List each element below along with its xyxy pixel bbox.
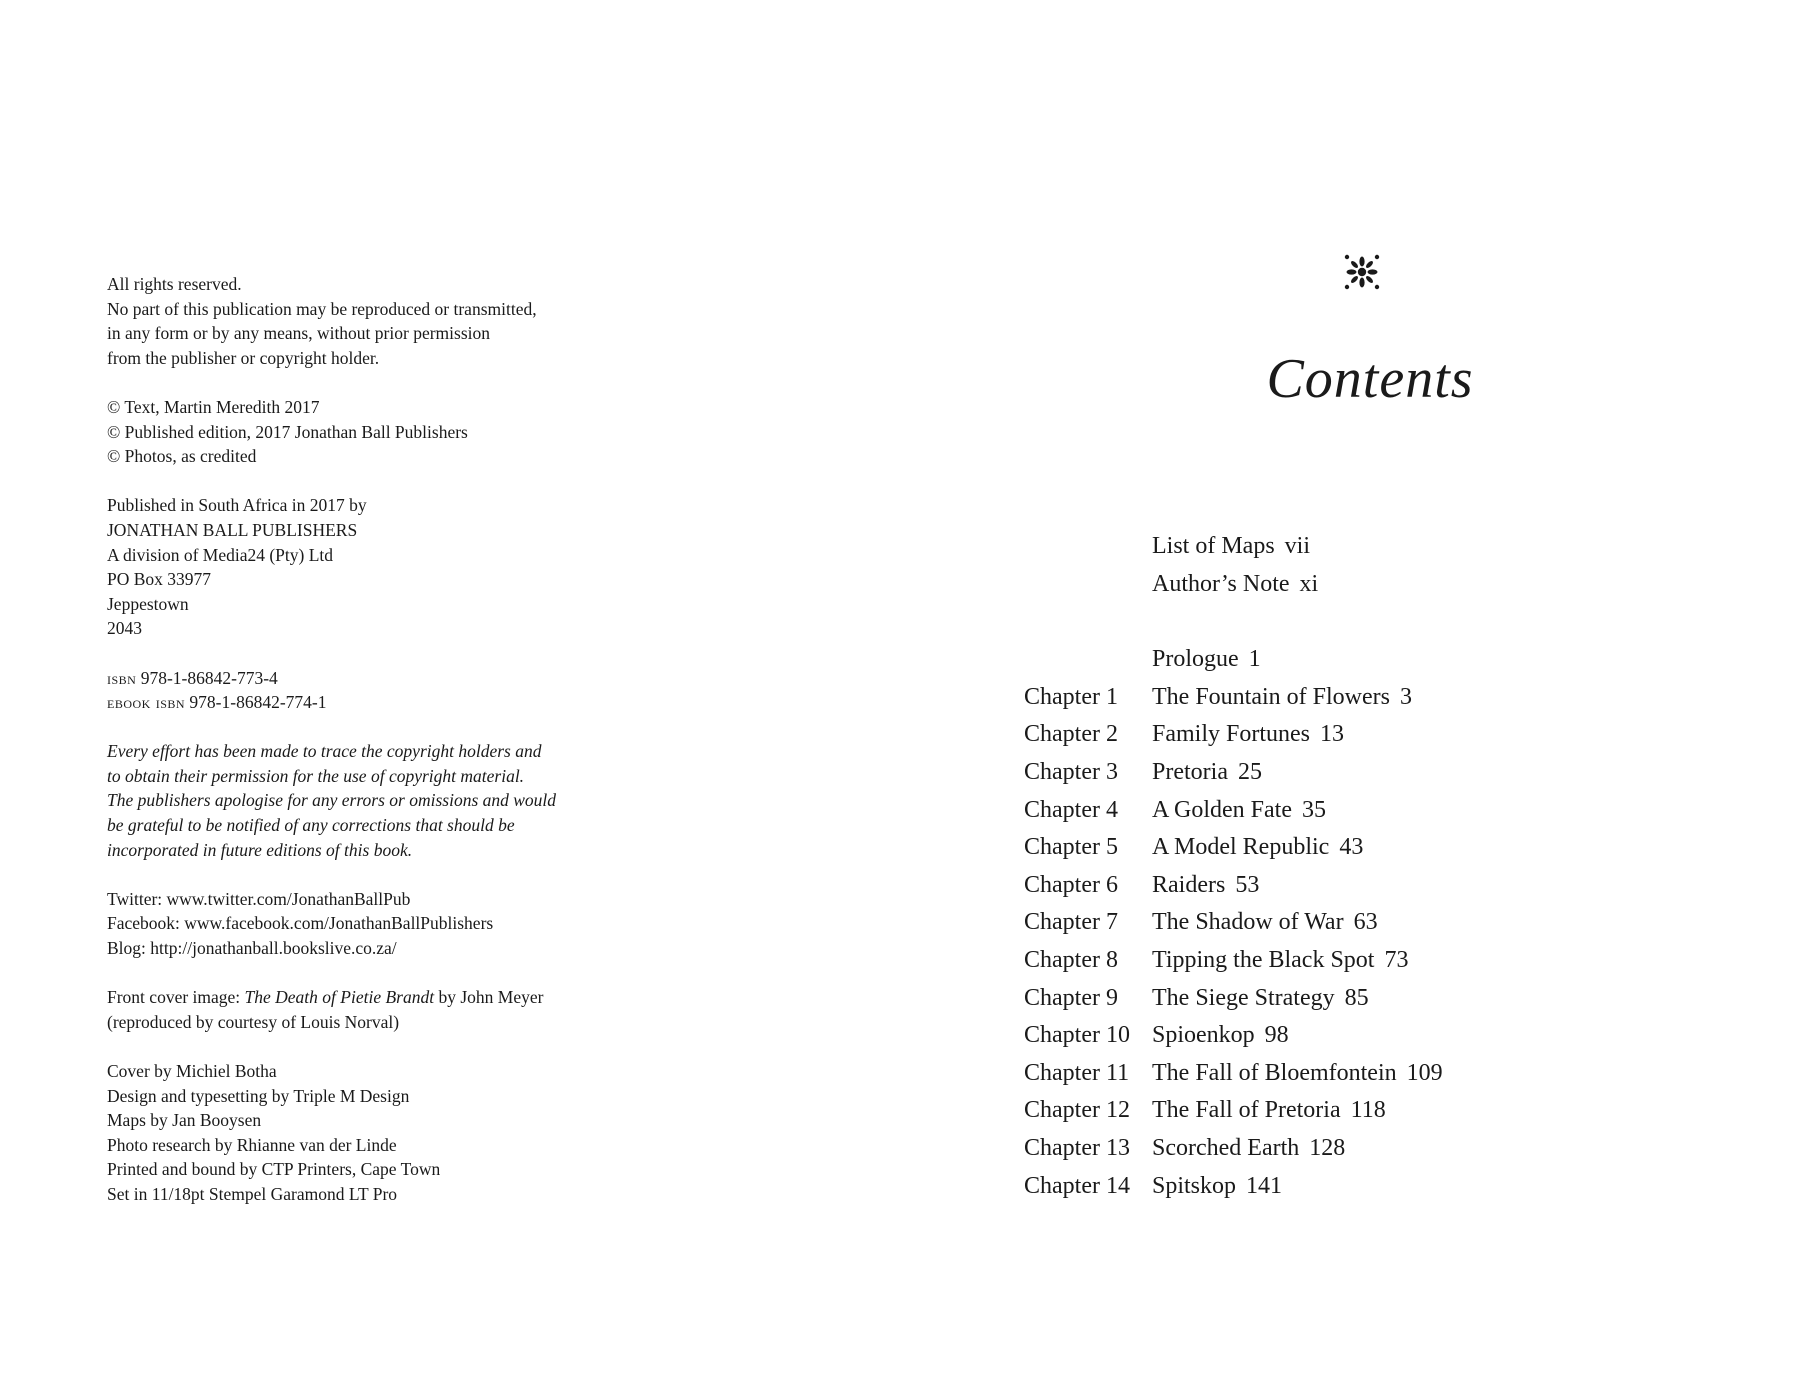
toc-chapter-label: Chapter 3	[1024, 758, 1118, 785]
toc-entry-title	[1152, 641, 1261, 679]
toc-title-text: Scorched Earth	[1152, 1134, 1300, 1161]
toc-chapter-label: Chapter 14	[1024, 1172, 1130, 1199]
toc-front-matter-row[interactable]	[1024, 566, 1624, 604]
publisher-line: PO Box 33977	[107, 569, 212, 590]
publisher-line: JONATHAN BALL PUBLISHERS	[107, 519, 358, 540]
toc-entry-title	[1152, 980, 1369, 1018]
copyright-effort-note	[107, 739, 627, 862]
toc-chapter-row[interactable]	[1024, 980, 1624, 1018]
toc-section-gap	[1024, 603, 1624, 641]
toc-page-number: 98	[1264, 1022, 1289, 1049]
table-of-contents	[1024, 528, 1624, 1205]
toc-chapter-row[interactable]	[1024, 904, 1624, 942]
cover-image-courtesy: (reproduced by courtesy of Louis Norval)	[107, 1011, 400, 1032]
toc-entry-title	[1152, 1055, 1443, 1093]
toc-chapter-row[interactable]	[1024, 641, 1624, 679]
publisher-line: 2043	[107, 618, 142, 639]
toc-title-text: The Fountain of Flowers	[1152, 683, 1390, 710]
isbn-line	[107, 666, 627, 691]
toc-chapter-label: Chapter 8	[1024, 946, 1118, 973]
toc-chapter-row[interactable]	[1024, 1092, 1624, 1130]
toc-title-text: Pretoria	[1152, 758, 1228, 785]
copyright-line: © Text, Martin Meredith 2017	[107, 396, 320, 417]
toc-title-text: A Model Republic	[1152, 834, 1330, 861]
cover-image-credit	[107, 985, 627, 1034]
facebook-link: Facebook: www.facebook.com/JonathanBallPublishers	[107, 913, 494, 934]
toc-page-number: 63	[1353, 909, 1378, 936]
publisher-line: Jeppestown	[107, 593, 189, 614]
toc-title-text: Raiders	[1152, 871, 1226, 898]
toc-chapter-row[interactable]	[1024, 1168, 1624, 1206]
toc-entry-title	[1152, 1017, 1289, 1055]
rights-notice	[107, 272, 627, 370]
effort-line: Every effort has been made to trace the copyright holders and	[107, 741, 542, 762]
toc-title-text: A Golden Fate	[1152, 796, 1292, 823]
toc-page-number: 3	[1399, 683, 1412, 710]
toc-chapter-label: Chapter 12	[1024, 1097, 1130, 1124]
social-links	[107, 887, 627, 961]
toc-entry-title	[1152, 1092, 1386, 1130]
publisher-line: Published in South Africa in 2017 by	[107, 495, 367, 516]
credit-line: Cover by Michiel Botha	[107, 1061, 277, 1081]
toc-page-number: 1	[1248, 646, 1261, 673]
cover-image-prefix: Front cover image:	[107, 987, 245, 1008]
toc-page-number: 13	[1320, 721, 1345, 748]
isbn-block	[107, 666, 627, 715]
toc-chapter-row[interactable]	[1024, 1055, 1624, 1093]
copyright-page	[107, 272, 627, 1231]
toc-title-text: The Siege Strategy	[1152, 984, 1335, 1011]
credit-line: Set in 11/18pt Stempel Garamond LT Pro	[107, 1183, 398, 1204]
toc-page-number: 73	[1384, 946, 1409, 973]
toc-chapter-label: Chapter 13	[1024, 1134, 1130, 1161]
toc-chapter-label: Chapter 10	[1024, 1022, 1130, 1049]
toc-chapter-row[interactable]	[1024, 1130, 1624, 1168]
toc-chapter-label: Chapter 2	[1024, 721, 1118, 748]
cover-image-title: The Death of Pietie Brandt	[244, 987, 435, 1008]
toc-chapter-row[interactable]	[1024, 942, 1624, 980]
toc-chapter-row[interactable]	[1024, 829, 1624, 867]
effort-line: be grateful to be notified of any corrections that should be	[107, 815, 515, 836]
toc-entry-title	[1152, 528, 1310, 566]
toc-chapter-label: Chapter 6	[1024, 871, 1118, 898]
credit-line: Design and typesetting by Triple M Design	[107, 1085, 410, 1106]
toc-chapter-label: Chapter 5	[1024, 834, 1118, 861]
toc-page-number: 43	[1339, 834, 1364, 861]
toc-page-number: 25	[1237, 758, 1262, 785]
publisher-address	[107, 493, 627, 641]
fleuron-ornament-icon	[1342, 252, 1382, 292]
toc-entry-title	[1152, 754, 1262, 792]
toc-title-text: The Fall of Pretoria	[1152, 1097, 1341, 1124]
effort-line: to obtain their permission for the use of copyright material.	[107, 765, 525, 786]
production-credits	[107, 1059, 627, 1207]
toc-chapter-label: Chapter 11	[1024, 1059, 1130, 1086]
toc-entry-title	[1152, 792, 1326, 830]
cover-image-suffix: by John Meyer	[434, 987, 544, 1008]
contents-heading: Contents	[1266, 348, 1474, 410]
toc-chapter-row[interactable]	[1024, 867, 1624, 905]
credit-line: Photo research by Rhianne van der Linde	[107, 1134, 397, 1155]
toc-chapter-row[interactable]	[1024, 716, 1624, 754]
toc-chapter-row[interactable]	[1024, 679, 1624, 717]
isbn-label: isbn	[107, 667, 137, 688]
publisher-line: A division of Media24 (Pty) Ltd	[107, 544, 334, 565]
toc-entry-title	[1152, 566, 1318, 604]
cover-image-line	[107, 985, 627, 1010]
credit-line: Maps by Jan Booysen	[107, 1110, 262, 1131]
toc-title-text: Spitskop	[1152, 1172, 1237, 1199]
credit-line: Printed and bound by CTP Printers, Cape Town	[107, 1159, 441, 1180]
toc-page-number: xi	[1299, 570, 1319, 597]
toc-title-text: The Shadow of War	[1152, 909, 1344, 936]
toc-title-text: Author’s Note	[1152, 570, 1290, 597]
ebook-isbn-value: 978-1-86842-774-1	[185, 692, 327, 713]
toc-entry-title	[1152, 942, 1408, 980]
toc-entry-title	[1152, 867, 1259, 905]
toc-chapter-label: Chapter 9	[1024, 984, 1118, 1011]
toc-entry-title	[1152, 829, 1363, 867]
toc-page-number: 85	[1344, 984, 1369, 1011]
toc-title-text: The Fall of Bloemfontein	[1152, 1059, 1397, 1086]
toc-entry-title	[1152, 679, 1412, 717]
copyright-line: © Published edition, 2017 Jonathan Ball Publishers	[107, 421, 468, 442]
toc-chapter-label: Chapter 4	[1024, 796, 1118, 823]
toc-page-number: 53	[1235, 871, 1260, 898]
toc-page-number: 118	[1350, 1097, 1386, 1124]
toc-chapter-label: Chapter 7	[1024, 909, 1118, 936]
toc-entry-title	[1152, 716, 1344, 754]
toc-title-text: Spioenkop	[1152, 1022, 1255, 1049]
effort-line: incorporated in future editions of this book.	[107, 839, 413, 860]
rights-line: No part of this publication may be reproduced or transmitted,	[107, 298, 537, 319]
toc-chapter-row[interactable]	[1024, 792, 1624, 830]
toc-entry-title	[1152, 1168, 1282, 1206]
toc-title-text: Prologue	[1152, 646, 1239, 673]
toc-page-number: 35	[1301, 796, 1326, 823]
effort-line: The publishers apologise for any errors or omissions and would	[107, 790, 557, 811]
toc-chapter-row[interactable]	[1024, 1017, 1624, 1055]
rights-line: in any form or by any means, without prior permission	[107, 323, 490, 344]
blog-link: Blog: http://jonathanball.bookslive.co.za/	[107, 938, 397, 959]
toc-page-number: 141	[1246, 1172, 1283, 1199]
isbn-value: 978-1-86842-773-4	[136, 667, 278, 688]
toc-title-text: Family Fortunes	[1152, 721, 1311, 748]
toc-title-text: Tipping the Black Spot	[1152, 946, 1375, 973]
ebook-isbn-line	[107, 690, 627, 715]
toc-page-number: vii	[1284, 533, 1311, 559]
toc-front-matter-row[interactable]	[1024, 528, 1624, 566]
toc-page-number: 128	[1309, 1134, 1346, 1161]
toc-entry-title	[1152, 1130, 1345, 1168]
toc-page-number: 109	[1406, 1059, 1443, 1086]
rights-line: All rights reserved.	[107, 274, 242, 294]
copyright-line: © Photos, as credited	[107, 446, 257, 467]
toc-title-text: List of Maps	[1152, 533, 1275, 559]
toc-chapter-label: Chapter 1	[1024, 683, 1118, 710]
toc-entry-title	[1152, 904, 1378, 942]
twitter-link: Twitter: www.twitter.com/JonathanBallPub	[107, 888, 411, 909]
rights-line: from the publisher or copyright holder.	[107, 347, 380, 368]
ebook-isbn-label: ebook isbn	[107, 692, 186, 713]
copyright-notices	[107, 395, 627, 469]
toc-chapter-row[interactable]	[1024, 754, 1624, 792]
